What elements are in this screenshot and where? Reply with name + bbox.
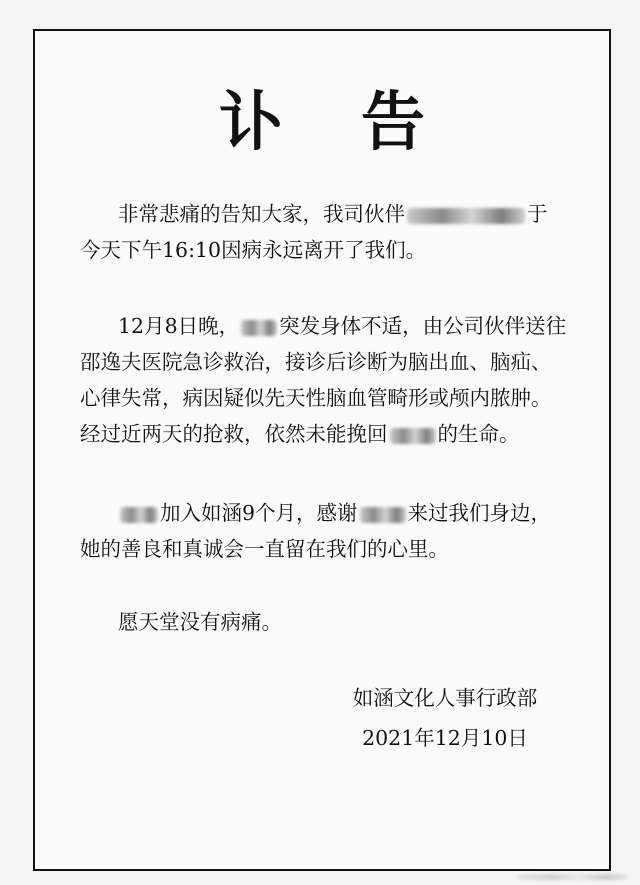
paragraph-2-line-4 xyxy=(80,416,572,452)
para1-text-b: 于 xyxy=(527,202,548,226)
notice-title: 讣告 xyxy=(219,85,503,160)
paragraph-2-line-1 xyxy=(80,308,572,344)
redacted-name xyxy=(120,507,158,523)
para2-text-a: 12月8日晚， xyxy=(118,314,240,338)
paragraph-3 xyxy=(80,495,572,567)
paragraph-2-line-3: 心律失常，病因疑似先天性脑血管畸形或颅内脓肿。 xyxy=(80,386,552,410)
watermark xyxy=(516,872,630,882)
paragraph-2-line-2: 邵逸夫医院急诊救治，接诊后诊断为脑出血、脑疝、 xyxy=(80,350,552,374)
para3-text-b: 来过我们身边， xyxy=(407,501,552,525)
para1-text-a: 非常悲痛的告知大家，我司伙伴 xyxy=(118,202,405,226)
paragraph-1-line-1 xyxy=(80,196,572,232)
signature-date: 2021年12月10日 xyxy=(362,726,528,750)
paragraph-3-line-1 xyxy=(80,495,572,531)
paragraph-4-line-1: 愿天堂没有病痛。 xyxy=(118,610,282,634)
paragraph-4 xyxy=(80,604,572,640)
para2-text-d: 的生命。 xyxy=(437,422,520,446)
paragraph-1-line-2: 今天下午16:10因病永远离开了我们。 xyxy=(80,238,427,262)
para3-text-a: 加入如涵9个月，感谢 xyxy=(160,501,358,525)
redacted-name xyxy=(360,507,406,523)
paragraph-1 xyxy=(80,196,572,268)
signature-department: 如涵文化人事行政部 xyxy=(352,686,538,710)
paragraph-2 xyxy=(80,308,572,452)
signature-block xyxy=(345,678,545,758)
para2-text-c: 经过近两天的抢救，依然未能挽回 xyxy=(80,422,388,446)
paragraph-3-line-2: 她的善良和真诚会一直留在我们的心里。 xyxy=(80,537,449,561)
redacted-name xyxy=(241,320,277,336)
para2-text-b: 突发身体不适，由公司伙伴送往 xyxy=(279,314,567,338)
watermark-mark xyxy=(518,874,628,880)
redacted-name xyxy=(407,208,525,224)
redacted-name xyxy=(390,428,436,444)
